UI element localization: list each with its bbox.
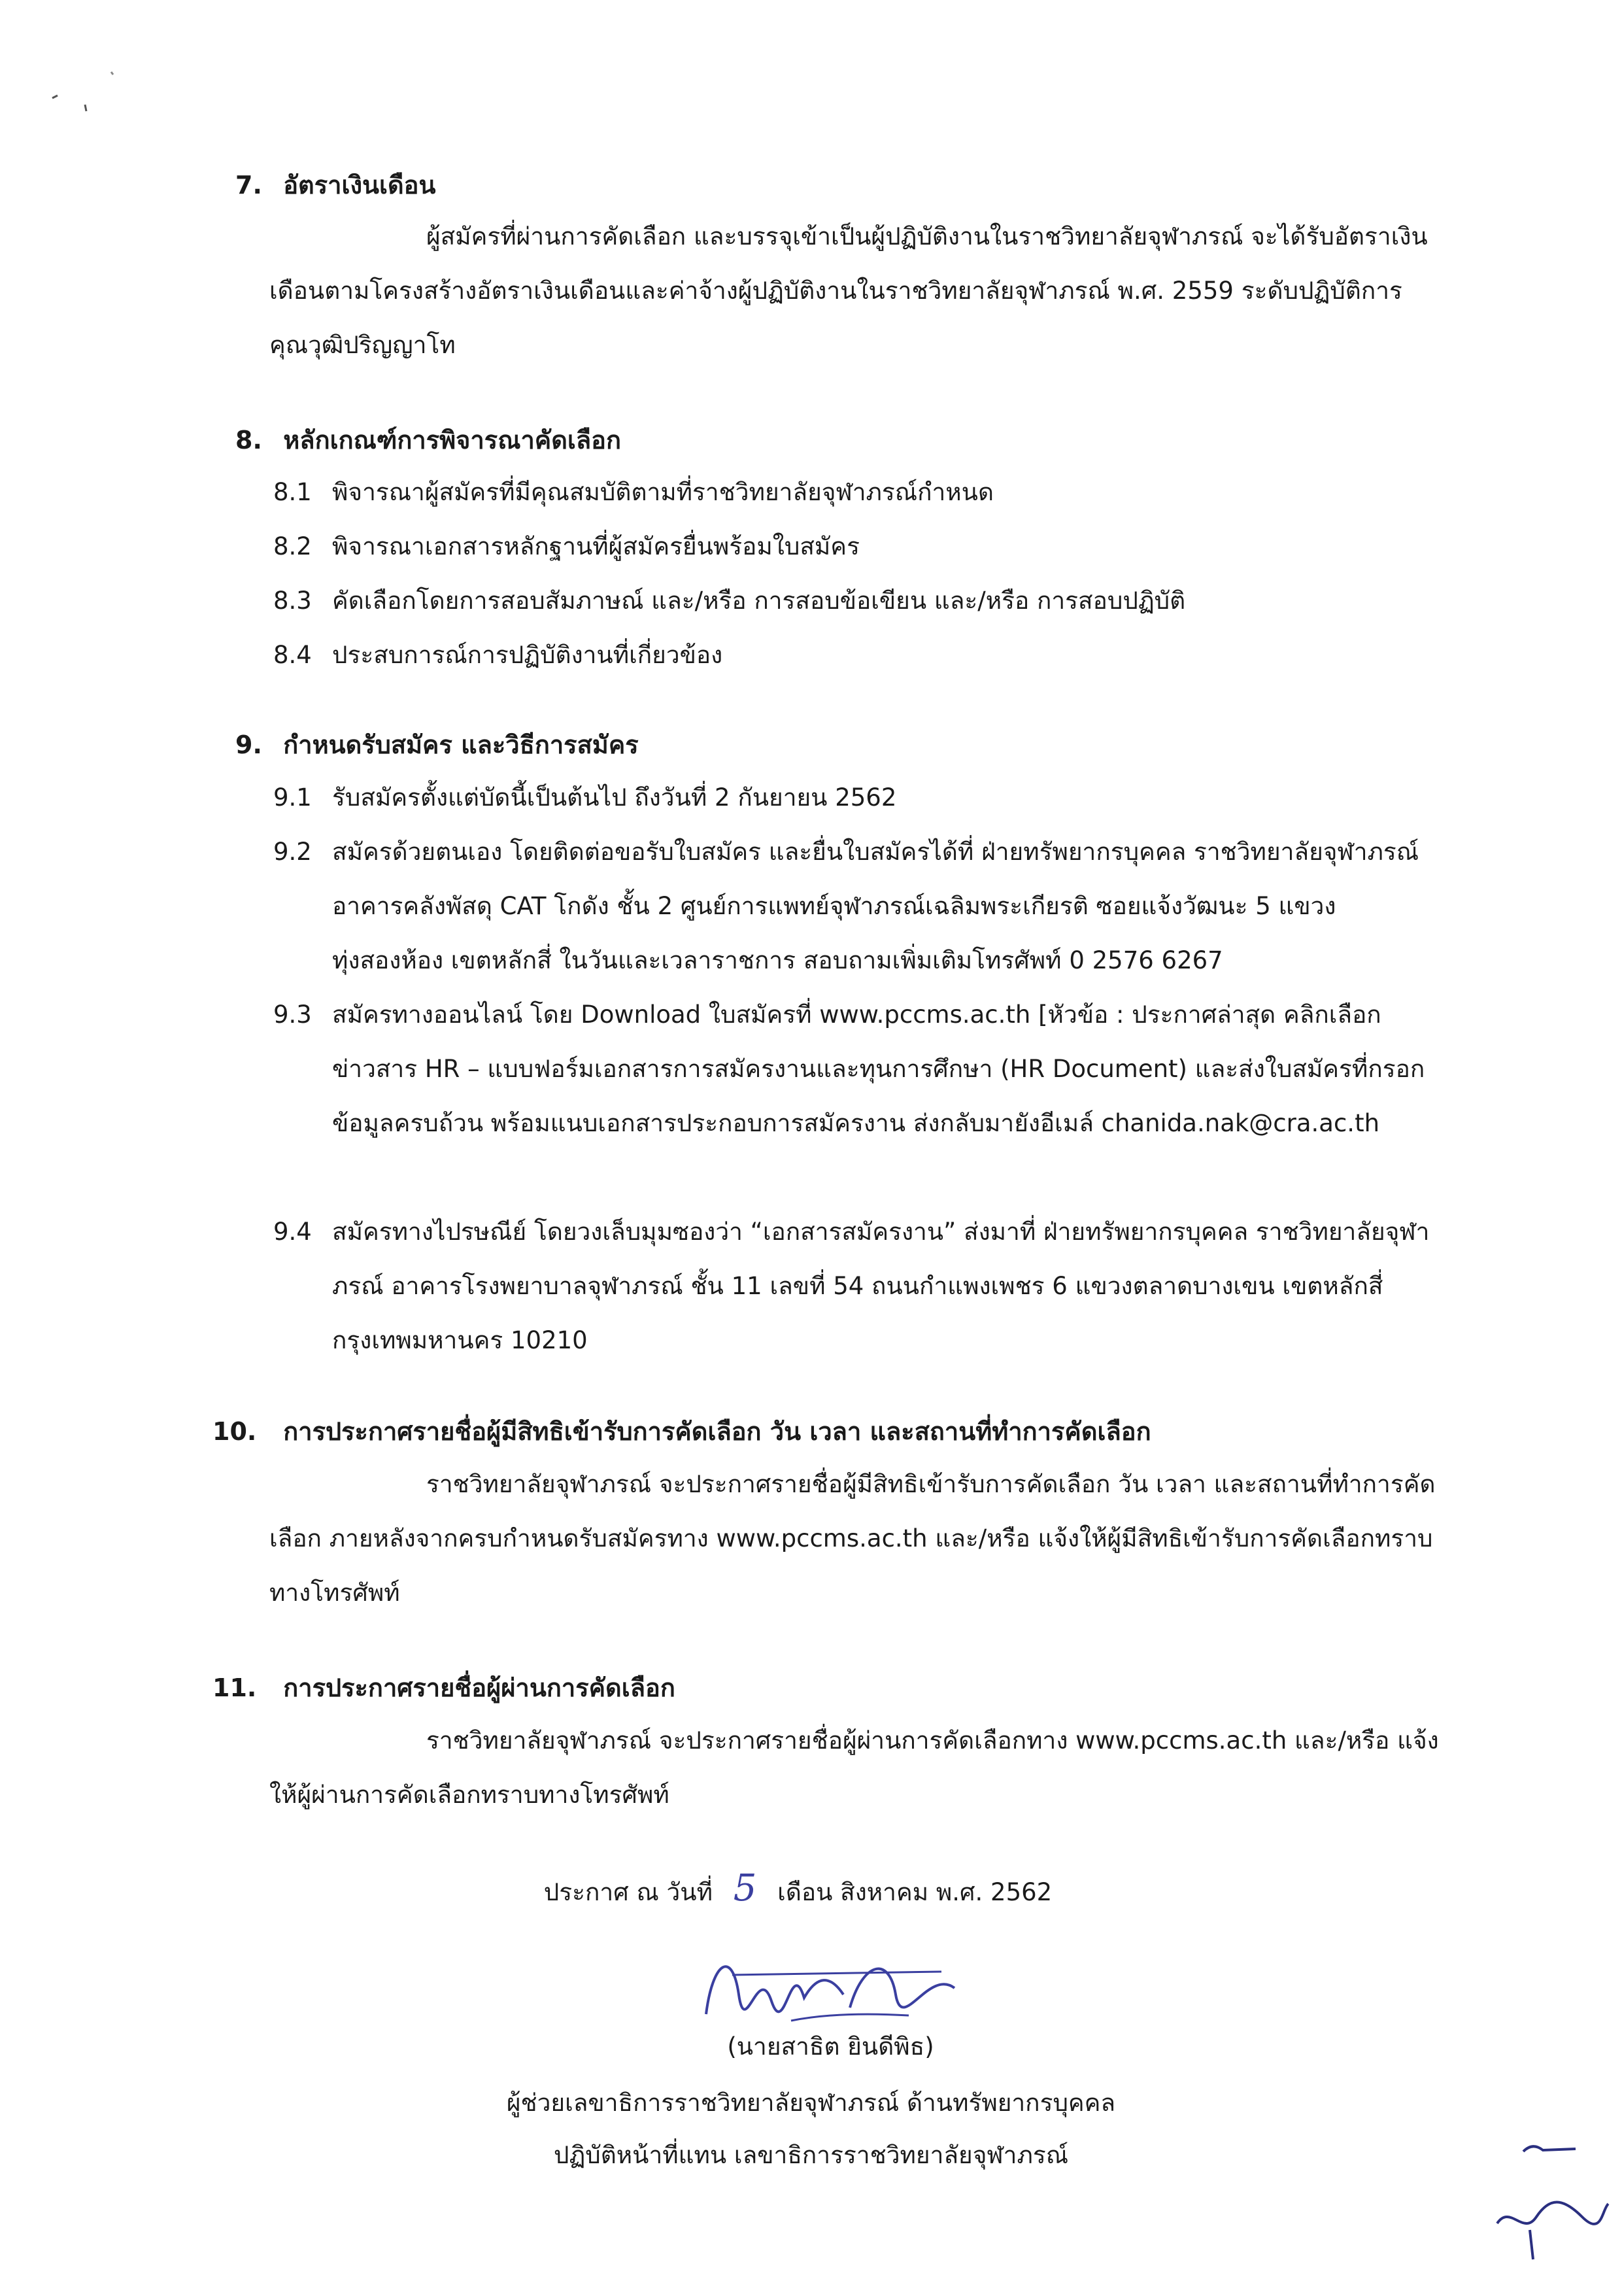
item-text: พิจารณาผู้สมัครที่มีคุณสมบัติตามที่ราชวิทยาลัยจุฬาภรณ์กำหนด — [332, 478, 994, 506]
section-10-paragraph — [269, 1457, 1446, 1620]
section-8-number: 8. — [235, 426, 262, 454]
list-item — [273, 519, 1444, 574]
item-number: 9.4 — [273, 1218, 312, 1246]
section-11-number: 11. — [212, 1673, 257, 1702]
item-text: สมัครทางไปรษณีย์ โดยวงเล็บมุมซองว่า “เอกสารสมัครงาน” ส่งมาที่ ฝ่ายทรัพยากรบุคคล ราชวิทยาลัยจุฬาภรณ์ อาคารโรงพยาบาลจุฬาภรณ์ ชั้น 11 เลขที่ 54 ถนนกำแพงเพชร 6 แขวงตลาดบางเขน เขตหลักสี่ กรุงเทพมหานคร 10210 — [332, 1218, 1430, 1354]
section-11-title: การประกาศรายชื่อผู้ผ่านการคัดเลือก — [283, 1673, 675, 1702]
announcement-month-label: เดือน — [777, 1878, 833, 1906]
list-item — [273, 987, 1444, 1150]
section-9-heading — [235, 725, 639, 764]
section-7-heading — [235, 165, 435, 205]
handwritten-signature-icon — [693, 1936, 968, 2034]
section-7-text: ผู้สมัครที่ผ่านการคัดเลือก และบรรจุเข้าเป็นผู้ปฏิบัติงานในราชวิทยาลัยจุฬาภรณ์ จะได้รับอัตราเงินเดือนตามโครงสร้างอัตราเงินเดือนและค่าจ้างผู้ปฏิบัติงานในราชวิทยาลัยจุฬาภรณ์ พ.ศ. 2559 ระดับปฏิบัติการ คุณวุฒิปริญญาโท — [269, 222, 1428, 359]
item-number: 9.2 — [273, 838, 312, 866]
section-11-paragraph — [269, 1713, 1446, 1822]
item-number: 9.3 — [273, 1001, 312, 1029]
scan-speck-icon — [39, 59, 131, 131]
item-number: 8.3 — [273, 587, 312, 615]
signatory-position-1: ผู้ช่วยเลขาธิการราชวิทยาลัยจุฬาภรณ์ ด้านทรัพยากรบุคคล — [506, 2089, 1116, 2117]
section-11-text: ราชวิทยาลัยจุฬาภรณ์ จะประกาศรายชื่อผู้ผ่านการคัดเลือกทาง www.pccms.ac.th และ/หรือ แจ้งให้ผู้ผ่านการคัดเลือกทราบทางโทรศัพท์ — [269, 1726, 1439, 1809]
list-item — [273, 465, 1444, 519]
list-item — [273, 770, 1444, 825]
section-9-title: กำหนดรับสมัคร และวิธีการสมัคร — [283, 730, 639, 759]
list-item — [273, 628, 1444, 682]
announcement-month: สิงหาคม — [840, 1878, 929, 1906]
item-text: สมัครด้วยตนเอง โดยติดต่อขอรับใบสมัคร และยื่นใบสมัครได้ที่ ฝ่ายทรัพยากรบุคคล ราชวิทยาลัยจุฬาภรณ์ อาคารคลังพัสดุ CAT โกดัง ชั้น 2 ศูนย์การแพทย์จุฬาภรณ์เฉลิมพระเกียรติ ซอยแจ้งวัฒนะ 5 แขวงทุ่งสองห้อง เขตหลักสี่ ในวันและเวลาราชการ สอบถามเพิ่มเติมโทรศัพท์ 0 2576 6267 — [332, 838, 1419, 974]
announcement-date — [0, 1867, 1609, 1911]
section-7-number: 7. — [235, 171, 262, 199]
item-number: 8.4 — [273, 641, 312, 669]
announcement-year: พ.ศ. 2562 — [936, 1878, 1053, 1906]
section-10-number: 10. — [212, 1417, 257, 1446]
section-8-title: หลักเกณฑ์การพิจารณาคัดเลือก — [283, 426, 621, 454]
section-7-paragraph — [269, 209, 1446, 372]
section-10-heading — [212, 1411, 1151, 1451]
item-number: 8.2 — [273, 532, 312, 560]
item-text: ประสบการณ์การปฏิบัติงานที่เกี่ยวข้อง — [332, 641, 723, 669]
item-number: 9.1 — [273, 783, 312, 812]
section-8-heading — [235, 420, 621, 460]
section-11-heading — [212, 1668, 675, 1707]
signatory-position-2: ปฏิบัติหน้าที่แทน เลขาธิการราชวิทยาลัยจุฬาภรณ์ — [553, 2141, 1069, 2169]
item-text: พิจารณาเอกสารหลักฐานที่ผู้สมัครยื่นพร้อมใบสมัคร — [332, 532, 860, 560]
section-9-number: 9. — [235, 730, 262, 759]
announcement-prefix: ประกาศ ณ วันที่ — [543, 1878, 713, 1906]
list-item — [273, 825, 1444, 987]
handwritten-initials-icon — [1484, 2138, 1615, 2269]
announcement-day: 5 — [733, 1867, 757, 1910]
item-text: รับสมัครตั้งแต่บัดนี้เป็นต้นไป ถึงวันที่ 2 กันยายน 2562 — [332, 783, 897, 812]
section-10-text: ราชวิทยาลัยจุฬาภรณ์ จะประกาศรายชื่อผู้มีสิทธิเข้ารับการคัดเลือก วัน เวลา และสถานที่ทำการคัดเลือก ภายหลังจากครบกำหนดรับสมัครทาง www.pccms.ac.th และ/หรือ แจ้งให้ผู้มีสิทธิเข้ารับการคัดเลือกทราบทางโทรศัพท์ — [269, 1470, 1436, 1607]
list-item — [273, 574, 1444, 628]
section-7-title: อัตราเงินเดือน — [283, 171, 436, 199]
item-text: คัดเลือกโดยการสอบสัมภาษณ์ และ/หรือ การสอบข้อเขียน และ/หรือ การสอบปฏิบัติ — [332, 587, 1186, 615]
item-number: 8.1 — [273, 478, 312, 506]
signatory-name: (นายสาธิต ยินดีพิธ) — [727, 2032, 934, 2061]
list-item — [273, 1205, 1444, 1367]
section-10-title: การประกาศรายชื่อผู้มีสิทธิเข้ารับการคัดเลือก วัน เวลา และสถานที่ทำการคัดเลือก — [283, 1417, 1151, 1446]
item-text: สมัครทางออนไลน์ โดย Download ใบสมัครที่ www.pccms.ac.th [หัวข้อ : ประกาศล่าสุด คลิกเลือกข่าวสาร HR – แบบฟอร์มเอกสารการสมัครงานและทุนการศึกษา (HR Document) และส่งใบสมัครที่กรอกข้อมูลครบถ้วน พร้อมแนบเอกสารประกอบการสมัครงาน ส่งกลับมายังอีเมล์ chanida.nak@cra.ac.th — [332, 1001, 1425, 1137]
